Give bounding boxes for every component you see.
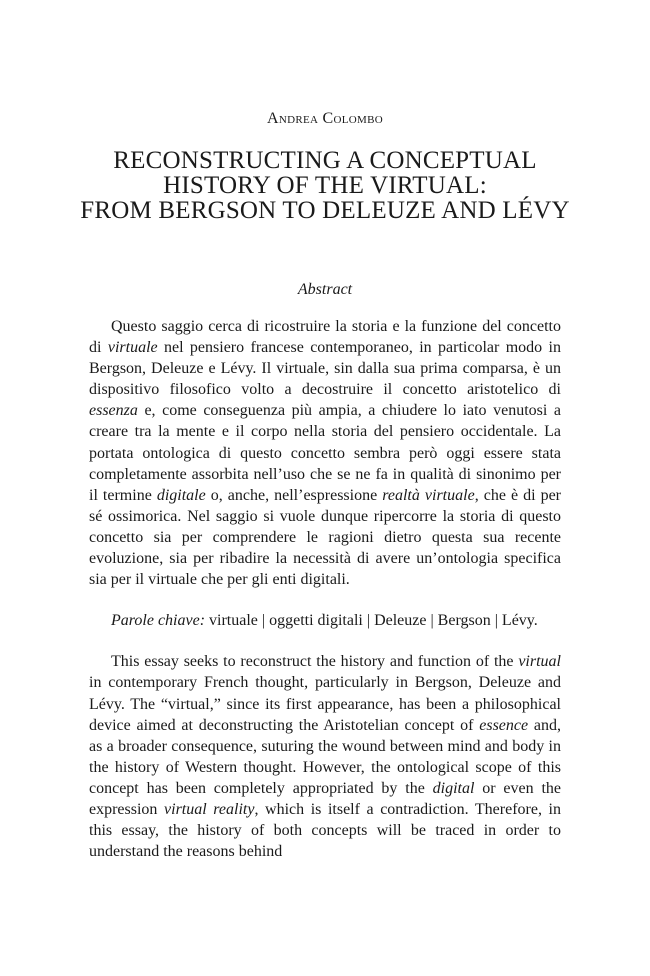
emphasis: essence — [479, 716, 529, 734]
paragraph-gap — [89, 590, 561, 610]
english-abstract — [89, 651, 561, 862]
text-run: and, as a broader consequence, suturing the wound between mind and body in the history of Western thought. However, the ontological scope of this concept has been completely appropriated by the — [89, 716, 561, 797]
emphasis: realtà virtuale — [382, 486, 475, 504]
title-line-3: FROM BERGSON TO DELEUZE AND LÉVY — [80, 197, 570, 224]
emphasis: digitale — [156, 486, 206, 504]
text-run: o, anche, nell’espressione — [205, 486, 383, 504]
emphasis: essenza — [89, 402, 138, 420]
paragraph-gap — [89, 631, 561, 651]
author-name: Andrea Colombo — [267, 110, 383, 127]
text-run: nel pensiero francese contemporaneo, in particolar modo in Bergson, Deleuze e Lévy. Il virtuale, sin dalla sua prima comparsa, è un dispositivo filosofico volto a decostruire il concetto aristotelico di — [89, 339, 562, 399]
text-run: or even the expression — [89, 779, 562, 818]
text-run: e, come conseguenza più ampia, a chiudere lo iato venutosi a creare tra la mente e il corpo nella storia del pensiero occidentale. La portata ontologica di questo concetto sembra però oggi essere stata completamente assorbita nell’uso che se ne fa in qualità di sinonimo per il termine — [89, 402, 561, 504]
keywords-list: virtuale | oggetti digitali | Deleuze | Bergson | Lévy. — [205, 612, 538, 630]
title-line-1: RECONSTRUCTING A CONCEPTUAL — [113, 147, 537, 174]
emphasis: digital — [432, 779, 475, 797]
abstract-heading: Abstract — [297, 281, 353, 298]
paper-title — [0, 148, 650, 223]
text-run: This essay seeks to reconstruct the history and function of the — [111, 653, 519, 671]
keywords-label: Parole chiave: — [111, 612, 206, 630]
text-run: Questo saggio cerca di ricostruire la storia e la funzione del concetto di — [89, 318, 561, 357]
italian-abstract — [89, 316, 561, 590]
text-run: , che è di per sé ossimorica. Nel saggio si vuole dunque ripercorre la storia di questo concetto sia per comprendere le ragioni dietro questa sua recente evoluzione, sia per ribadire la necessità di avere un’ontologia specifica sia per il virtuale che per gli enti digitali. — [89, 486, 562, 589]
emphasis: virtuale — [107, 339, 158, 357]
abstract-body — [89, 316, 561, 862]
text-run: in contemporary French thought, particularly in Bergson, Deleuze and Lévy. The “virtual,” since its first appearance, has been a philosophical device aimed at deconstructing the Aristotelian concept of — [89, 674, 561, 734]
emphasis: virtual — [518, 653, 561, 671]
emphasis: virtual reality — [164, 800, 255, 818]
text-run: , which is itself a contradiction. Therefore, in this essay, the history of both concepts will be traced in order to understand the reasons behind — [89, 800, 561, 861]
keywords — [89, 610, 561, 631]
title-line-2: HISTORY OF THE VIRTUAL: — [163, 172, 487, 199]
